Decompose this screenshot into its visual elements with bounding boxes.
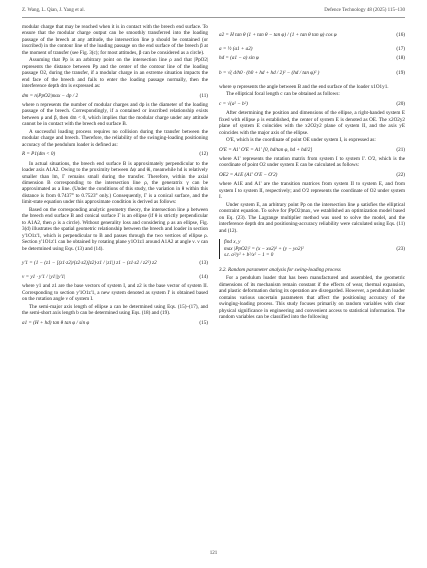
paragraph: A successful loading process requires no collision during the transfer between the modular charge and breech. Therefore, the reliability of the swinging-loading positioning accuracy of the pendulum loader is defined as: bbox=[22, 128, 208, 148]
left-column bbox=[22, 24, 208, 329]
header-journal: Defence Technology 48 (2025) 115–130 bbox=[324, 8, 405, 13]
paragraph: where y1 and z1 are the base vectors of system I, and z2 is the base vector of system II. Corresponding to section y'1O1z'1, a new system denoted as system I' is obtained based on the rotation angle ν of system I. bbox=[22, 283, 208, 303]
paragraph: O'E, which is the coordinate of point OE under system I, is expressed as: bbox=[226, 137, 376, 144]
equation-20: c = √(a² − b²) (20) bbox=[219, 100, 405, 107]
equation-22: OE2 = A1E (A1' O'E − O'2) (22) bbox=[219, 171, 405, 178]
paragraph: Under system E, an arbitrary point Pp on the intersection line ρ satisfies the elliptical constraint equation. To solve for |PpO2|max, we established an optimization model based on Eq. (23). The Lagrange multiplier method was used to solve the model, and the interference depth dm and positioning-accuracy reliability were calculated using Eqs. (11) and (12). bbox=[219, 201, 405, 234]
paragraph: where A1' represents the rotation matrix from system I to system I'. O'2, which is the coordinate of point O2 under system E can be calculated as follows: bbox=[219, 155, 405, 169]
paragraph: In actual situations, the breech end surface B is approximately perpendicular to the loader axis A1A2. Owing to the proximity between Δψ and θi, meanwhile hd is relatively smaller than lm, Γ remains small during the transfer. Therefore, within the axial dimension B corresponding to the intersection line ρ, the generatrix γ can be approximated as a line. (Under the conditions of this study, the variation in θ within this distance is from 0.7437° to 0.7523° only.) Consequently, Γ is a conical surface, and the limit-state equation under this approximate condition is derived as follows: bbox=[22, 160, 208, 206]
equation-12: R = P1(dm < 0) (12) bbox=[22, 151, 208, 158]
equation-13: y'1 = (1 − (z1 − [(z1·z2)/(z2·z2)]z2)·z1 / |z1|) z1 − (z1·z2 / z2²) z2 (13) bbox=[22, 259, 208, 266]
paragraph: The elliptical focal length c can be obtained as follows: bbox=[226, 91, 340, 98]
equation-19: b = √( d/h0 · (h0 + hd + hd / 2)² − (hd / tan φ)² ) (19) bbox=[219, 69, 405, 76]
header-rule bbox=[22, 17, 405, 18]
paragraph: modular charge that may be reached when it is in contact with the breech end surface. To ensure that the modular charge output can be smoothly transferred into the loading passage of the breech at any attitude, the intersection line p should be contained (or inscribed) in the contour line of the loading passage on the end surface of the breech β at the moment of transfer (see Fig. 3(c); for most attitudes, β can be considered as a circle). bbox=[22, 24, 208, 56]
paragraph: Assuming that Pp is an arbitrary point on the intersection line ρ and that |PpO2| represents the distance between Pp and the center of the contour line of the loading passage O2, during the transfer, if a modular charge in an extreme situation impacts the end face of the breech and fails to enter the loading passage normally, then the interference depth dm is expressed as: bbox=[22, 57, 208, 90]
paragraph: where A1E and A1' are the transition matrices from system II to system E, and from system I to system II, respectively; and O'2 represents the coordinate of O2 under system I. bbox=[219, 181, 405, 201]
equation-17: a = ½ (a1 + a2) (17) bbox=[219, 46, 405, 52]
equation-23: find x, y max |PpO2|² = (x − xo2)² + (y − yo2)² s.t. a²/y² + b²/x² − 1 = 0 (23) bbox=[219, 237, 405, 261]
section-heading: 3.2. Random parameter analysis for swing-loading process bbox=[219, 266, 341, 273]
paragraph: where n represents the number of modular charges and dp is the diameter of the loading passage of the breech. Correspondingly, if a contained or inscribed relationship exists between ρ and β, then dm < 0, which implies that the modular charge under any attitude cannot be in contact with the breech end surface B. bbox=[22, 101, 208, 128]
equation-16: a2 = H tan θ (1 + tan θ − tan φ) / (1 + tan θ tan φ) cos φ (16) bbox=[219, 31, 405, 38]
equation-15: a1 = (H + hd) tan θ tan φ / sin φ (15) bbox=[22, 319, 208, 326]
paragraph: For a pendulum loader that has been manufactured and assembled, the geometric dimensions of its mechanism remain constant if the effects of wear, thermal expansion, and plastic deformation during its operation are disregarded. However, a pendulum loader contains various uncertain parameters that affect the positioning accuracy of the swinging-loading process. This study focuses primarily on random variables with clear physical significance in engineering and convenient access to statistical information. The random variables can be classified into the following bbox=[219, 275, 405, 321]
paragraph: where φ represents the angle between B and the end surface of the loader x1O1y1. bbox=[219, 83, 389, 90]
equation-11: dm = n|PpO2|max − dp / 2 (11) bbox=[22, 92, 208, 99]
header-authors: Z. Wang, L. Qian, J. Yang et al. bbox=[22, 8, 85, 13]
paragraph: The semi-major axis length of ellipse a can be determined using Eqs. (15)–(17), and the semi-short axis length b can be determined using Eqs. (18) and (19). bbox=[22, 303, 208, 317]
page-number: 121 bbox=[209, 551, 218, 556]
paragraph: After determining the position and dimensions of the ellipse, a right-handed system E fixed with ellipse ρ is established, the center of system E is denoted as OE. The x2O2y2 plane of system E coincides with the x2O2y2 plane of system II, and the axis yE coincides with the major axis of the ellipse. bbox=[219, 110, 405, 136]
equation-14: ν = y1 · y'1 / |y1||y'1| (14) bbox=[22, 273, 208, 280]
paragraph: Based on the corresponding analytic geometry theory, the intersection line ρ between the breech end surface B and conical surface Γ is an ellipse (if θ is strictly perpendicular to A1A2, then ρ is a circle). Without generality loss and considering ρ as an ellipse, Fig. 3(d) illustrates the spatial geometric relationship between the breech and loader in section y'1O1z'1, which is perpendicular to B and passes through the two vertices of ellipse ρ. Section y'1O1z'1 can be obtained by rotating plane y1O1z1 around A1A2 at angle ν. ν can be determined using Eqs. (13) and (14). bbox=[22, 206, 208, 252]
equation-18: hd = (a1 − a) sin φ (18) bbox=[219, 55, 405, 62]
equation-21: O'E = A1' O'E = A1' [0, hd/tan φ, hd + hd/2] (21) bbox=[219, 146, 405, 153]
right-column bbox=[219, 24, 405, 322]
